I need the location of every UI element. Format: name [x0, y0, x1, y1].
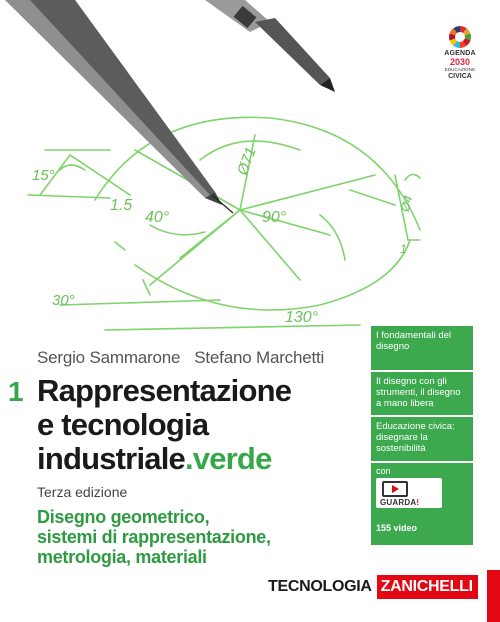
- title-line-1: Rappresentazione: [37, 373, 292, 408]
- subtitle-line-1: Disegno geometrico,: [37, 507, 210, 527]
- drawing-label-1: 1: [400, 242, 407, 256]
- guarda-bang: !: [416, 498, 420, 507]
- author-1: Sergio Sammarone: [37, 348, 181, 367]
- feature-box-disegno: Il disegno con gli strumenti, il disegno a mano libera: [371, 372, 473, 415]
- feature-box-educazione: Educazione civica: disegnare la sostenibilità: [371, 417, 473, 461]
- agenda-educazione: EDUCAZIONE: [444, 67, 476, 72]
- guarda-wordmark: [380, 498, 419, 507]
- agenda-label: AGENDA: [444, 50, 476, 57]
- series-name: TECNOLOGIA: [268, 578, 372, 595]
- video-con-label: con: [376, 466, 391, 476]
- video-count: 155 video: [376, 523, 418, 533]
- author-2: Stefano Marchetti: [194, 348, 325, 367]
- guarda-text: GUARDA: [380, 498, 417, 507]
- drawing-label-90: 90°: [262, 209, 287, 226]
- drawing-label-diameter-71: Ø71: [234, 145, 260, 178]
- title-line-3-main: industriale: [37, 441, 185, 476]
- title-line-2: e tecnologia: [37, 407, 209, 442]
- title-line-3-suffix: .verde: [184, 441, 272, 476]
- subtitle-line-3: metrologia, materiali: [37, 547, 207, 567]
- agenda-wheel-icon: [449, 26, 471, 48]
- agenda-2030-badge: [440, 26, 480, 81]
- subtitle: [37, 507, 327, 567]
- volume-number: 1: [8, 376, 24, 407]
- drawing-label-130: 130°: [285, 309, 319, 326]
- drawing-label-1-5: 1.5: [110, 197, 133, 214]
- edition: Terza edizione: [37, 484, 128, 500]
- book-title: [37, 374, 357, 476]
- drawing-label-15: 15°: [32, 167, 55, 184]
- red-edge-strip: [487, 570, 500, 622]
- play-icon: [392, 485, 399, 493]
- drafting-pencil: [205, 0, 335, 92]
- agenda-civica: CIVICA: [448, 73, 472, 80]
- agenda-year: 2030: [449, 57, 471, 67]
- publisher-bar: [268, 574, 478, 600]
- guarda-logo: [376, 478, 442, 508]
- title-line-3: [37, 442, 357, 476]
- subtitle-line-2: sistemi di rappresentazione,: [37, 527, 271, 547]
- drawing-label-40: 40°: [145, 209, 170, 226]
- authors: [37, 348, 338, 368]
- video-screen-icon: [382, 481, 408, 497]
- publisher-logo: ZANICHELLI: [377, 575, 478, 599]
- video-box: [371, 463, 473, 545]
- drawing-label-diameter-4: Ø4: [397, 194, 416, 214]
- drawing-label-30: 30°: [52, 292, 75, 309]
- feature-box-fondamentali: I fondamentali del disegno: [371, 326, 473, 370]
